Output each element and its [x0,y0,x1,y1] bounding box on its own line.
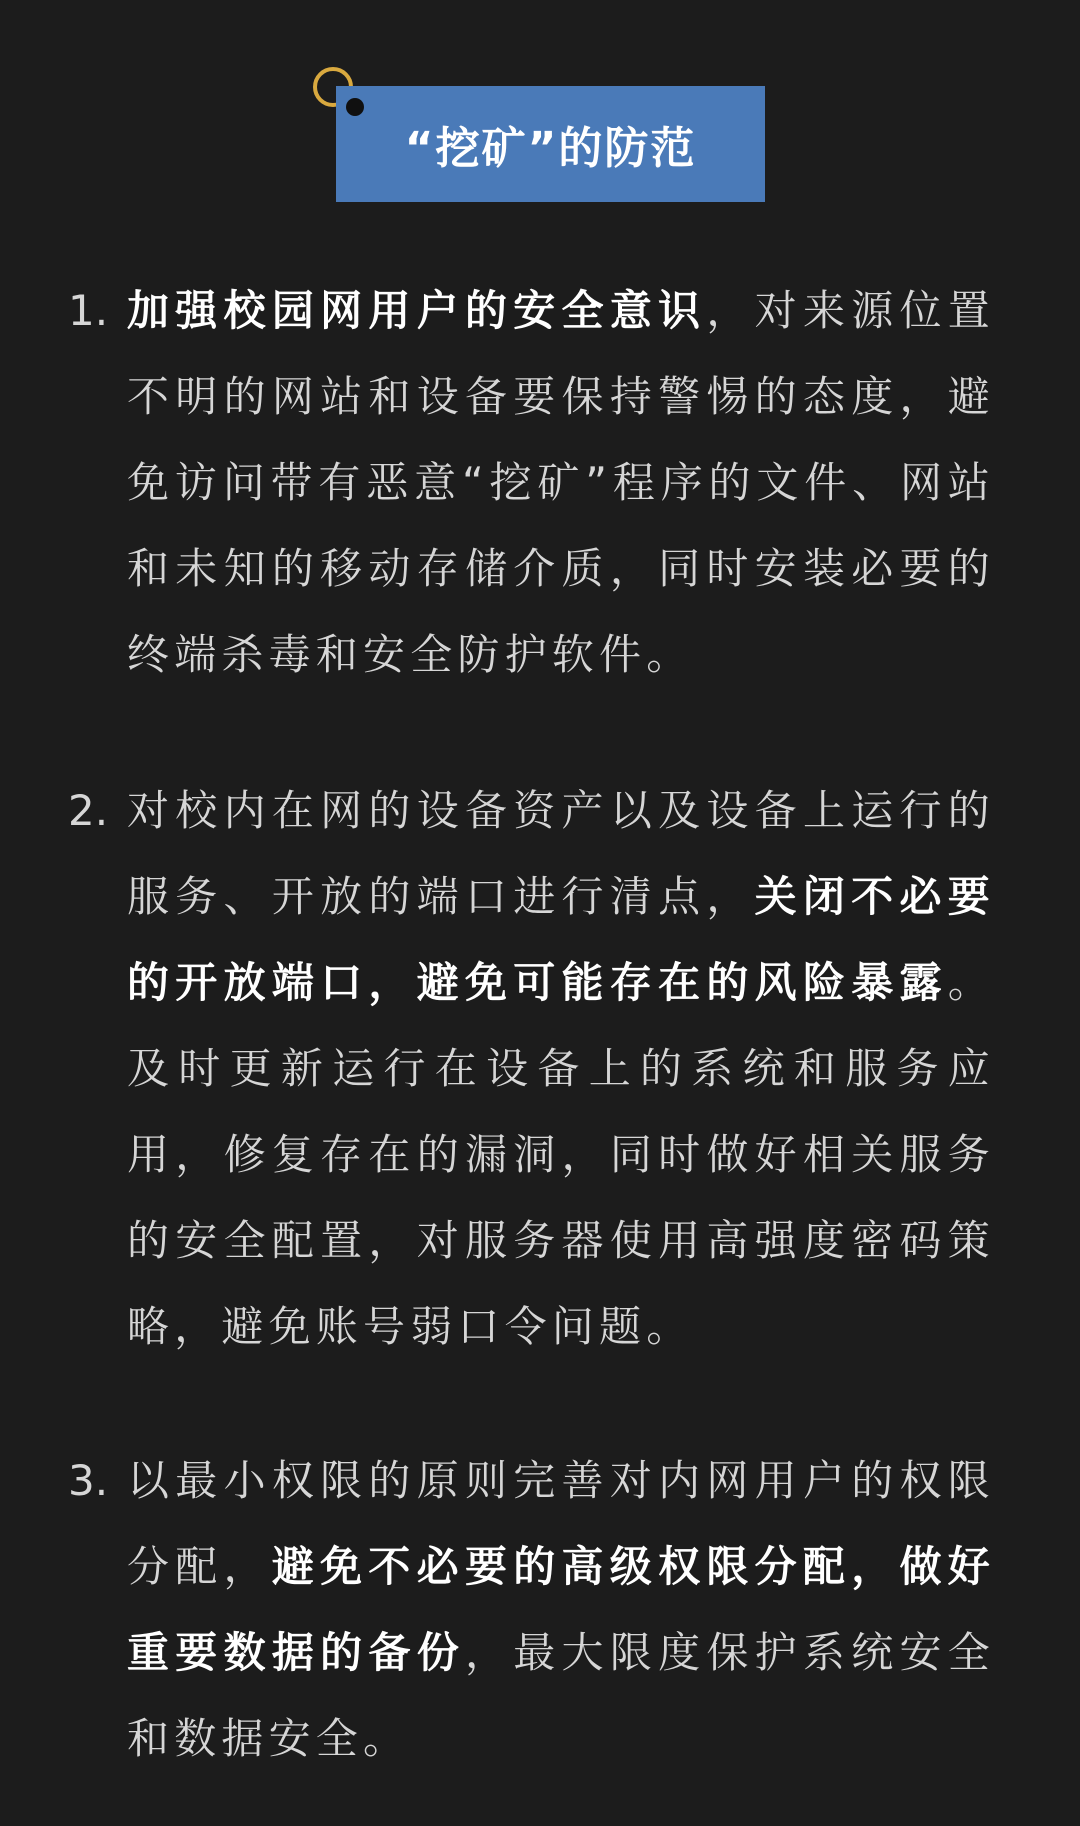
list-item [60,1438,1005,1782]
text-segment: 对校内在网的设备资产以及设备上运行的服务、开放的端口进行清点， [127,786,995,921]
list-item [60,268,1005,698]
text-segment-bold: 避免不必要的高级权限分配，做好重要数据的备份 [127,1542,995,1677]
list-item-number: 3. [68,1456,109,1505]
text-segment: ，最大限度保护系统安全和数据安全。 [127,1628,996,1763]
dot-icon [346,98,364,116]
list-item-text [127,268,995,698]
page-title: “挖矿”的防范 [404,123,697,174]
text-segment-bold: 关闭不必要的开放端口，避免可能存在的风险暴露 [127,872,995,1007]
list-item-text [127,768,995,1370]
list-item-number: 2. [68,786,109,835]
text-segment: 以最小权限的原则完善对内网用户的权限分配， [127,1456,995,1591]
list-item-text [127,1438,995,1782]
text-segment: 。及时更新运行在设备上的系统和服务应用，修复存在的漏洞，同时做好相关服务的安全配置，对服务器使用高强度密码策略，避免账号弱口令问题。 [127,958,995,1351]
title-banner [336,86,765,202]
list-item [60,768,1005,1370]
list-item-number: 1. [68,286,109,335]
text-segment-bold: 加强校园网用户的安全意识 [127,286,707,335]
text-segment: ，对来源位置不明的网站和设备要保持警惕的态度，避免访问带有恶意“挖矿”程序的文件、网站和未知的移动存储介质，同时安装必要的终端杀毒和安全防护软件。 [127,286,996,679]
